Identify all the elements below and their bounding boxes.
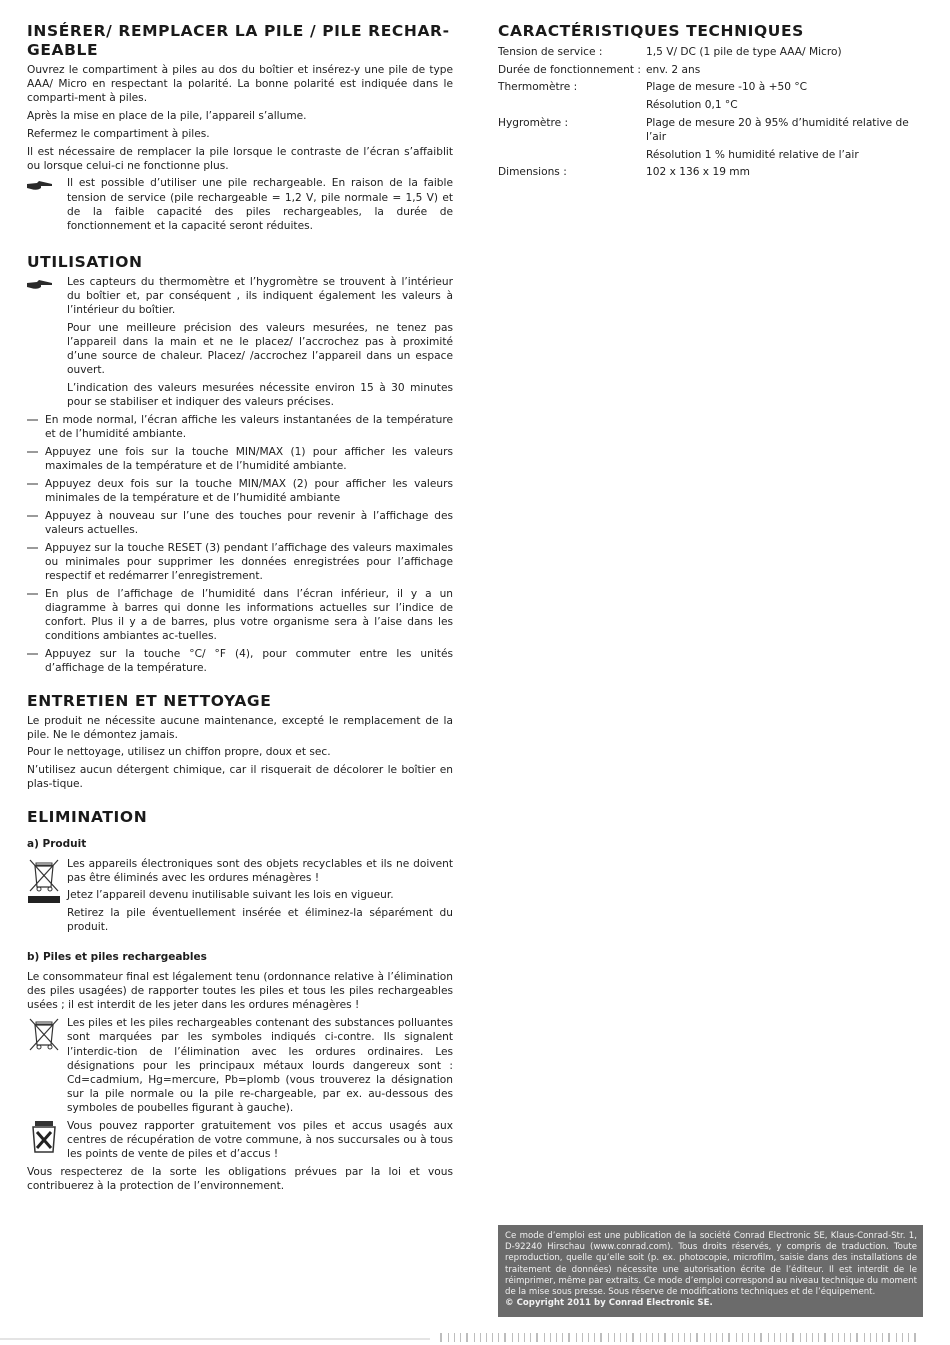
- dash-bullet-icon: [27, 515, 38, 517]
- dash-bullet-icon: [27, 593, 38, 595]
- list-item: Appuyez sur la touche °C/ °F (4), pour commuter entre les unités d’affichage de la température.: [27, 647, 453, 675]
- section-title-maintenance: ENTRETIEN ET NETTOYAGE: [27, 691, 272, 710]
- dash-bullet-icon: [27, 419, 38, 421]
- note-text: Pour une meilleure précision des valeurs mesurées, ne tenez pas l’appareil dans la main et ne le placez/ l’accrochez pas à proximité d’une source de chaleur. Placez/ /accrochez l’appareil dans un espace ouvert.: [67, 321, 453, 377]
- recycle-block: [27, 1119, 453, 1165]
- disposal-battery-block: [27, 1016, 453, 1119]
- note-block: [27, 176, 453, 236]
- list-item: Appuyez à nouveau sur l’une des touches pour revenir à l’affichage des valeurs actuelles.: [27, 509, 453, 537]
- paragraph: Refermez le compartiment à piles.: [27, 127, 210, 140]
- pointing-hand-icon: [27, 181, 53, 191]
- paragraph: Il est nécessaire de remplacer la pile lorsque le contraste de l’écran s’affaiblit ou lorsque celui-ci ne fonctionne plus.: [27, 145, 453, 172]
- section-disposal: [27, 808, 453, 1194]
- paragraph: Le produit ne nécessite aucune maintenance, excepté le remplacement de la pile. Ne le démontez jamais.: [27, 714, 453, 741]
- table-row: Résolution 0,1 °C: [646, 99, 738, 112]
- dash-bullet-icon: [27, 451, 38, 453]
- imprint-text: Ce mode d’emploi est une publication de la société Conrad Electronic SE, Klaus-Conrad-Str. 1, D-92240 Hirschau (www.conrad.com). Tous droits réservés, y compris de traduction. Toute reproduction, quelle qu’elle soit (p. ex. photocopie, microfilm, saisie dans des installations de traitement de données) nécessite une autorisation écrite de l’éditeur. Il est interdit de le réimprimer, même par extraits. Ce mode d’emploi correspond au niveau technique du moment de la mise sous presse. Sous réserve de modifications techniques et de l’équipement.: [505, 1231, 917, 1298]
- paragraph: Le consommateur final est légalement tenu (ordonnance relative à l’élimination des piles usagées) de rapporter toutes les piles et tous les piles rechargeables usées ; il est interdit de les jeter dans les ordures ménagères !: [27, 971, 453, 1012]
- pointing-hand-icon: [27, 280, 53, 290]
- paragraph: Les piles et les piles rechargeables contenant des substances polluantes sont marquées par les symboles indiqués ci-contre. Ils signalent l’interdic-tion de l’élimination avec les ordures ordinaires. Les désignations pour les principaux métaux lourds dangereux sont : Cd=cadmium, Hg=mercure, Pb=plomb (vous trouverez la désignation sur la pile normale ou la pile re-chargeable, par ex. au-dessous des symboles de poubelles figurant à gauche).: [67, 1017, 453, 1115]
- paragraph: Vous pouvez rapporter gratuitement vos piles et accus usagés aux centres de récupération de votre commune, à nos succursales ou à tous les points de vente de piles et d’accus !: [67, 1120, 453, 1161]
- paragraph: N’utilisez aucun détergent chimique, car il risquerait de décolorer le boîtier en plas-tique.: [27, 764, 453, 791]
- section-maintenance: [27, 692, 453, 792]
- crossed-out-bin-icon: [27, 857, 61, 905]
- table-row: Hygromètre : Plage de mesure 20 à 95% d’humidité relative de l’air: [498, 116, 909, 144]
- list-item: Appuyez une fois sur la touche MIN/MAX (1) pour afficher les valeurs maximales de la température et de l’humidité ambiante.: [27, 445, 453, 473]
- dash-bullet-icon: [27, 653, 38, 655]
- paragraph: Ouvrez le compartiment à piles au dos du boîtier et insérez-y une pile de type AAA/ Micro en respectant la polarité. La bonne polarité est indiquée dans le comparti-ment à piles.: [27, 64, 453, 105]
- section-title-disposal: ELIMINATION: [27, 807, 148, 826]
- section-title-specs: CARACTÉRISTIQUES TECHNIQUES: [498, 22, 804, 40]
- paragraph: Jetez l’appareil devenu inutilisable suivant les lois en vigueur.: [67, 889, 394, 902]
- disposal-product-block: [27, 857, 453, 939]
- note-text: Il est possible d’utiliser une pile rechargeable. En raison de la faible tension de service (pile rechargeable = 1,2 V, pile normale = 1,5 V) et de la faible capacité des piles rechargeables, la durée de fonctionnement et la capacité seront réduites.: [67, 177, 453, 233]
- list-item: Appuyez sur la touche RESET (3) pendant l’affichage des valeurs maximales ou minimales pour supprimer les données enregistrées pour l’affichage respectif et redémarrer l’enregistrement.: [27, 541, 453, 584]
- section-battery: [27, 22, 453, 237]
- battery-recycle-icon: [27, 1119, 61, 1155]
- barcode-strip: [440, 1333, 922, 1342]
- paragraph: Après la mise en place de la pile, l’appareil s’allume.: [27, 110, 307, 123]
- paragraph: Vous respecterez de la sorte les obligations prévues par la loi et vous contribuerez à la protection de l’environnement.: [27, 1166, 453, 1193]
- table-row: Thermomètre : Plage de mesure -10 à +50 °C: [498, 81, 808, 94]
- paragraph: Pour le nettoyage, utilisez un chiffon propre, doux et sec.: [27, 746, 331, 759]
- left-column: [27, 22, 453, 1208]
- subsection-title-product: a) Produit: [27, 837, 87, 850]
- table-row: Résolution 1 % humidité relative de l’air: [646, 148, 859, 161]
- dash-bullet-icon: [27, 483, 38, 485]
- note-text: L’indication des valeurs mesurées nécessite environ 15 à 30 minutes pour se stabiliser et indiquer des valeurs précises.: [67, 382, 453, 409]
- section-title-usage: UTILISATION: [27, 252, 143, 271]
- table-row: Durée de fonctionnement : env. 2 ans: [498, 63, 701, 76]
- paragraph: Retirez la pile éventuellement insérée et éliminez-la séparément du produit.: [67, 907, 453, 934]
- right-column: [498, 22, 923, 183]
- section-title-battery: INSÉRER/ REMPLACER LA PILE / PILE RECHAR- GEABLE: [27, 22, 450, 59]
- table-row: Tension de service : 1,5 V/ DC (1 pile de type AAA/ Micro): [498, 46, 842, 58]
- print-marks: [0, 1336, 430, 1342]
- copyright-text: © Copyright 2011 by Conrad Electronic SE.: [505, 1298, 713, 1309]
- section-usage: [27, 253, 453, 676]
- imprint-box: [498, 1225, 923, 1317]
- table-row: Dimensions : 102 x 136 x 19 mm: [498, 166, 750, 179]
- list-item: En mode normal, l’écran affiche les valeurs instantanées de la température et de l’humidité ambiante.: [27, 413, 453, 441]
- crossed-out-battery-bin-icon: [27, 1016, 61, 1054]
- paragraph: Les appareils électroniques sont des objets recyclables et ils ne doivent pas être éliminés avec les ordures ménagères !: [67, 857, 453, 884]
- specs-table: [498, 45, 923, 183]
- list-item: Appuyez deux fois sur la touche MIN/MAX (2) pour afficher les valeurs minimales de la température et de l’humidité ambiante: [27, 477, 453, 505]
- note-block: [27, 275, 453, 413]
- list-item: En plus de l’affichage de l’humidité dans l’écran inférieur, il y a un diagramme à barres qui donne les informations actuelles sur l’indice de confort. Plus il y a de barres, plus votre organisme sera à l’aise dans les conditions ambiantes ac-tuelles.: [27, 587, 453, 644]
- subsection-title-batteries: b) Piles et piles rechargeables: [27, 951, 207, 964]
- note-text: Les capteurs du thermomètre et l’hygromètre se trouvent à l’intérieur du boîtier et, par conséquent , ils indiquent également les valeurs à l’intérieur du boîtier.: [67, 275, 453, 317]
- dash-bullet-icon: [27, 547, 38, 549]
